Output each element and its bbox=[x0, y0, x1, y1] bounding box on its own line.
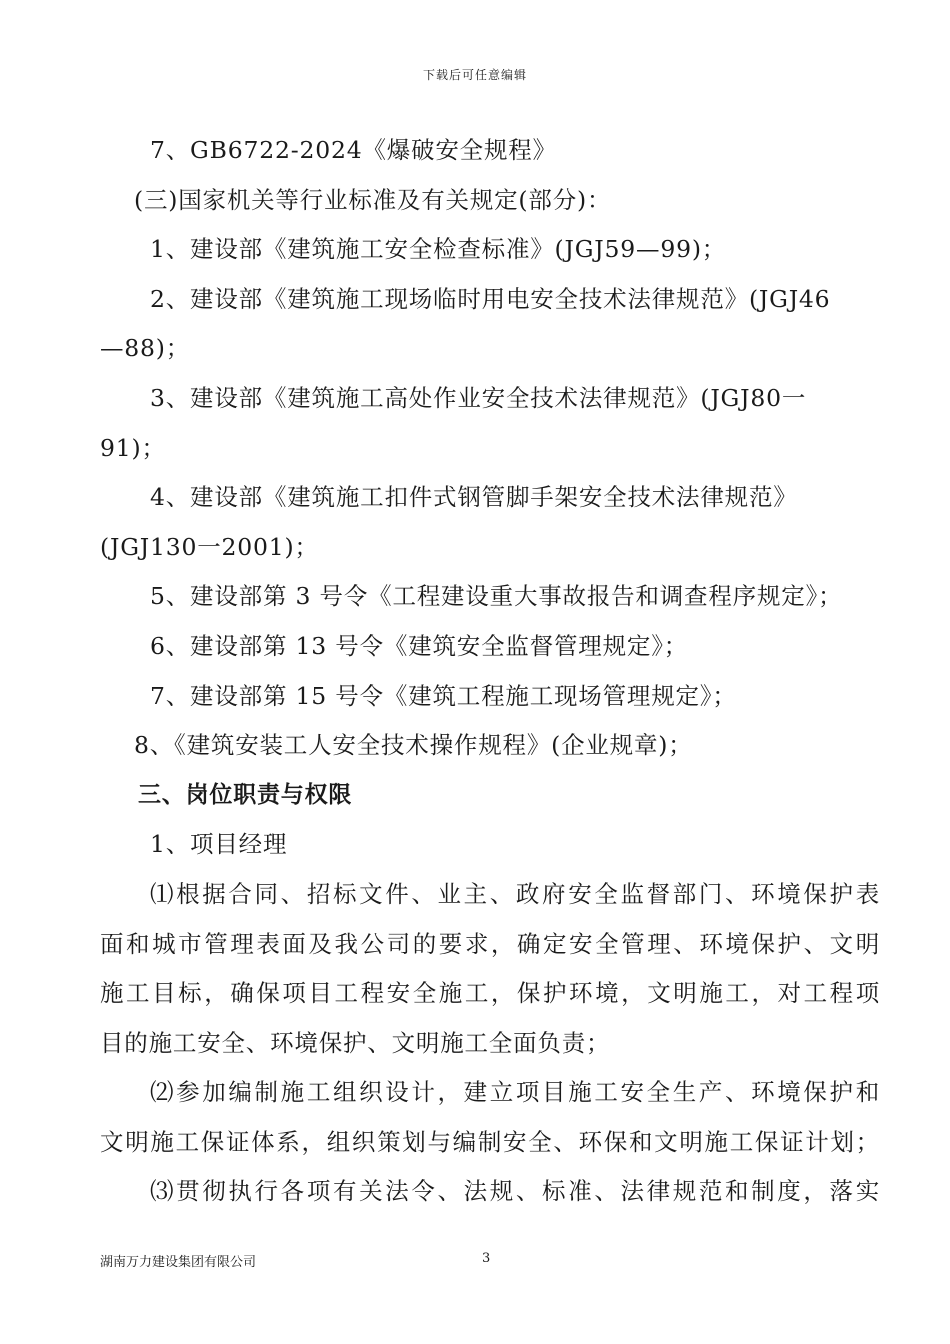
list-item-continuation: —88)； bbox=[100, 334, 191, 363]
paragraph-line: ⑵参加编制施工组织设计，建立项目施工安全生产、环境保护和 bbox=[150, 1078, 880, 1107]
paragraph-line: 文明施工保证体系，组织策划与编制安全、环保和文明施工保证计划； bbox=[100, 1127, 880, 1156]
section-subheading: (三)国家机关等行业标准及有关规定(部分)： bbox=[134, 185, 612, 214]
document-body bbox=[100, 126, 880, 1217]
list-item: 5、建设部第 3 号令《工程建设重大事故报告和调查程序规定》； bbox=[150, 582, 843, 611]
list-item: 4、建设部《建筑施工扣件式钢管脚手架安全技术法律规范》 bbox=[150, 483, 798, 512]
paragraph-line: 目的施工安全、环境保护、文明施工全面负责； bbox=[100, 1028, 611, 1057]
list-item-continuation: (JGJ130一2001)； bbox=[100, 532, 319, 561]
paragraph-line: 面和城市管理表面及我公司的要求，确定安全管理、环境保护、文明 bbox=[100, 929, 880, 958]
section-heading: 三、岗位职责与权限 bbox=[138, 781, 353, 808]
list-item: 7、建设部第 15 号令《建筑工程施工现场管理规定》； bbox=[150, 681, 737, 710]
list-item: 8、《建筑安装工人安全技术操作规程》(企业规章)； bbox=[134, 731, 693, 760]
page-number: 3 bbox=[482, 1251, 491, 1266]
list-item: 2、建设部《建筑施工现场临时用电安全技术法律规范》(JGJ46 bbox=[150, 284, 831, 313]
paragraph-line: ⑶贯彻执行各项有关法令、法规、标准、法律规范和制度，落实 bbox=[150, 1177, 880, 1206]
list-item: 7、GB6722-2024《爆破安全规程》 bbox=[150, 136, 557, 164]
list-item: 1、建设部《建筑施工安全检查标准》(JGJ59—99)； bbox=[150, 235, 727, 264]
subsection-title: 1、项目经理 bbox=[150, 830, 288, 859]
list-item-continuation: 91)； bbox=[100, 433, 166, 462]
footer-company: 湖南万力建设集团有限公司 bbox=[100, 1255, 257, 1270]
page-header: 下载后可任意编辑 bbox=[422, 68, 527, 82]
paragraph-line: 施工目标，确保项目工程安全施工，保护环境，文明施工，对工程项 bbox=[100, 979, 880, 1008]
paragraph-line: ⑴根据合同、招标文件、业主、政府安全监督部门、环境保护表 bbox=[150, 879, 880, 908]
list-item: 3、建设部《建筑施工高处作业安全技术法律规范》(JGJ80一 bbox=[150, 383, 807, 412]
list-item: 6、建设部第 13 号令《建筑安全监督管理规定》； bbox=[150, 631, 689, 660]
